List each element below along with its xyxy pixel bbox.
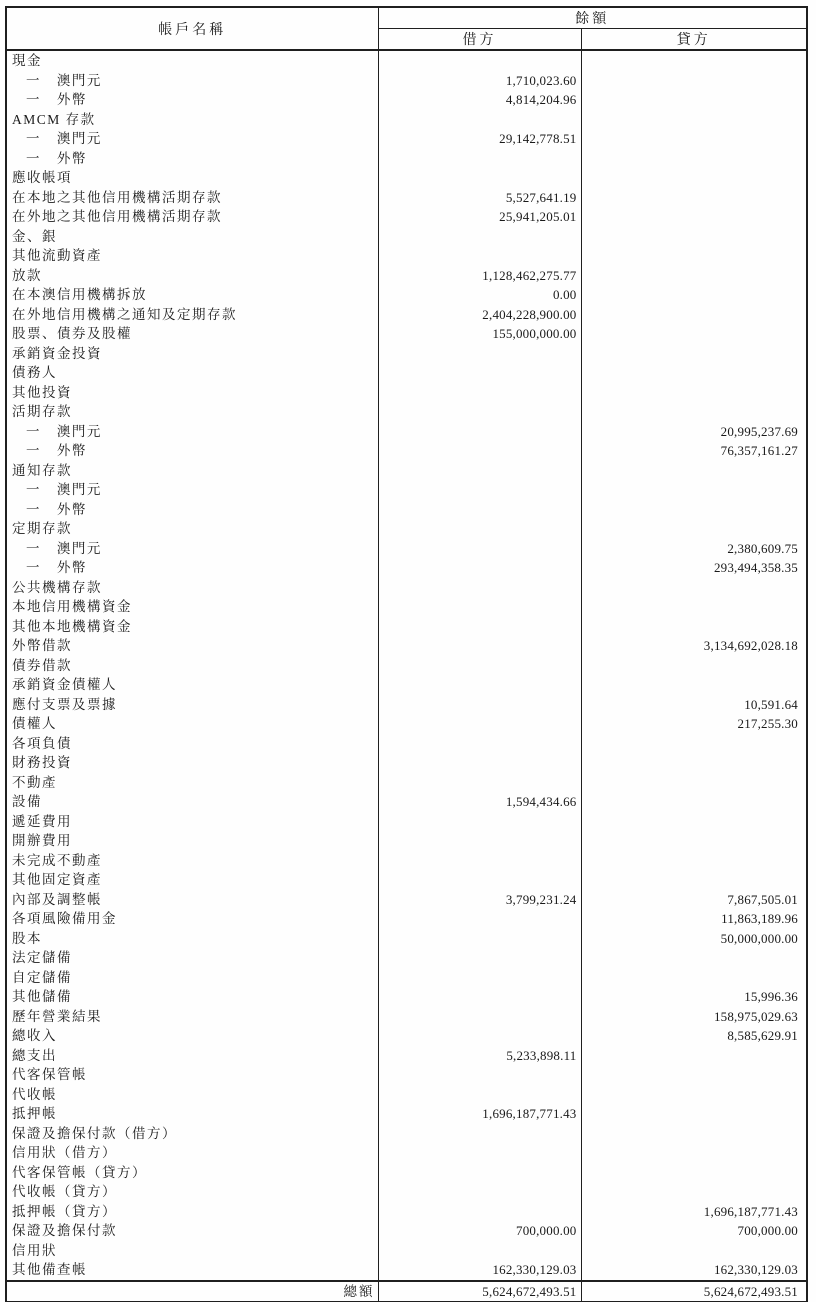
account-name-cell: 總收入: [12, 1028, 57, 1043]
credit-amount-cell: [581, 344, 807, 364]
credit-amount-cell: 700,000.00: [737, 1223, 798, 1238]
account-name-cell: 代客保管帳（貸方）: [12, 1164, 147, 1180]
table-row: [6, 324, 807, 344]
credit-amount-cell: [581, 597, 807, 617]
table-row: [6, 675, 807, 695]
credit-amount-cell: [581, 1241, 807, 1261]
credit-amount-cell: 11,863,189.96: [721, 911, 798, 926]
debit-amount-cell: [378, 1202, 581, 1222]
debit-amount-cell: [378, 422, 581, 442]
account-name-cell: 債權人: [12, 716, 57, 731]
total-debit-amount: 5,624,672,493.51: [378, 1281, 581, 1302]
debit-amount-cell: [378, 149, 581, 169]
table-row: [6, 870, 807, 890]
account-name-cell: 現金: [12, 53, 42, 68]
table-row: [6, 422, 807, 442]
debit-amount-cell: [378, 227, 581, 247]
debit-amount-cell: [378, 1124, 581, 1144]
table-row: [6, 1202, 807, 1222]
column-header-account-name: 帳戶名稱: [6, 7, 378, 50]
table-row: [6, 714, 807, 734]
account-name-cell: 各項負債: [12, 735, 72, 751]
debit-amount-cell: [378, 714, 581, 734]
table-row: [6, 1163, 807, 1183]
account-name-cell: 信用狀（借方）: [12, 1145, 117, 1160]
debit-amount-cell: [378, 500, 581, 520]
debit-amount-cell: [378, 1007, 581, 1027]
credit-amount-cell: [581, 675, 807, 695]
account-name-cell: 一 澳門元: [26, 540, 102, 556]
credit-amount-cell: [581, 1143, 807, 1163]
debit-amount-cell: [378, 831, 581, 851]
debit-amount-cell: [378, 383, 581, 403]
table-header: [6, 7, 807, 50]
table-row: [6, 909, 807, 929]
account-name-cell: 代客保管帳: [12, 1067, 87, 1082]
debit-amount-cell: [378, 987, 581, 1007]
table-row: [6, 227, 807, 247]
table-row: [6, 50, 807, 71]
debit-amount-cell: [378, 461, 581, 481]
credit-amount-cell: 3,134,692,028.18: [703, 638, 798, 653]
credit-amount-cell: [581, 383, 807, 403]
account-name-cell: 承銷資金債權人: [12, 677, 117, 692]
debit-amount-cell: 5,527,641.19: [378, 188, 581, 208]
account-name-cell: 在本澳信用機構拆放: [12, 287, 147, 302]
account-name-cell: 自定儲備: [12, 969, 72, 985]
credit-amount-cell: [581, 812, 807, 832]
credit-amount-cell: 8,585,629.91: [727, 1028, 798, 1043]
table-body: [6, 50, 807, 1281]
account-name-cell: 其他儲備: [12, 989, 72, 1004]
credit-amount-cell: [581, 90, 807, 110]
credit-amount-cell: [581, 71, 807, 91]
table-row: [6, 753, 807, 773]
column-header-debit: 借方: [378, 29, 581, 51]
table-row: [6, 1026, 807, 1046]
account-name-cell: 承銷資金投資: [12, 345, 102, 361]
debit-amount-cell: [378, 870, 581, 890]
credit-amount-cell: [581, 831, 807, 851]
debit-amount-cell: [378, 1026, 581, 1046]
table-row: [6, 1085, 807, 1105]
credit-amount-cell: [581, 870, 807, 890]
credit-amount-cell: 7,867,505.01: [727, 891, 798, 907]
debit-amount-cell: [378, 695, 581, 715]
table-row: [6, 461, 807, 481]
table-row: [6, 792, 807, 812]
account-name-cell: 股票、債券及股權: [12, 326, 132, 341]
credit-amount-cell: [581, 948, 807, 968]
account-name-cell: 活期存款: [12, 404, 72, 419]
account-name-cell: 金、銀: [12, 228, 57, 244]
table-row: [6, 285, 807, 305]
table-row: [6, 71, 807, 91]
debit-amount-cell: [378, 851, 581, 871]
debit-amount-cell: [378, 1065, 581, 1085]
account-name-cell: 通知存款: [12, 462, 72, 478]
table-row: [6, 110, 807, 130]
account-name-cell: 一 外幣: [26, 501, 87, 517]
account-name-cell: 債務人: [12, 365, 57, 380]
table-row: [6, 519, 807, 539]
credit-amount-cell: [581, 1104, 807, 1124]
debit-amount-cell: [378, 948, 581, 968]
table-row: [6, 129, 807, 149]
table-row: [6, 636, 807, 656]
credit-amount-cell: 1,696,187,771.43: [703, 1203, 798, 1219]
account-name-cell: 在外地之其他信用機構活期存款: [12, 209, 222, 224]
credit-amount-cell: [581, 656, 807, 676]
credit-amount-cell: [581, 792, 807, 812]
credit-amount-cell: 76,357,161.27: [720, 443, 798, 458]
debit-amount-cell: [378, 597, 581, 617]
account-name-cell: AMCM 存款: [12, 111, 96, 127]
credit-amount-cell: [581, 1085, 807, 1105]
debit-amount-cell: [378, 344, 581, 364]
debit-amount-cell: [378, 753, 581, 773]
table-row: [6, 1104, 807, 1124]
debit-amount-cell: 162,330,129.03: [378, 1260, 581, 1281]
debit-amount-cell: [378, 1241, 581, 1261]
table-row: [6, 968, 807, 988]
credit-amount-cell: [581, 324, 807, 344]
table-row: [6, 441, 807, 461]
table-row: [6, 207, 807, 227]
account-name-cell: 應收帳項: [12, 170, 72, 185]
debit-amount-cell: 1,710,023.60: [378, 71, 581, 91]
table-row: [6, 812, 807, 832]
debit-amount-cell: 1,594,434.66: [378, 792, 581, 812]
table-row: [6, 1007, 807, 1027]
credit-amount-cell: [581, 480, 807, 500]
credit-amount-cell: [581, 246, 807, 266]
table-row: [6, 831, 807, 851]
debit-amount-cell: 3,799,231.24: [378, 890, 581, 910]
credit-amount-cell: 217,255.30: [737, 716, 798, 731]
credit-amount-cell: 15,996.36: [744, 989, 798, 1004]
credit-amount-cell: [581, 1046, 807, 1066]
account-name-cell: 未完成不動產: [12, 852, 102, 868]
account-name-cell: 一 澳門元: [26, 131, 102, 146]
credit-amount-cell: [581, 753, 807, 773]
account-name-cell: 各項風險備用金: [12, 911, 117, 926]
table-row: [6, 929, 807, 949]
account-name-cell: 代收帳（貸方）: [12, 1184, 117, 1199]
table-row: [6, 168, 807, 188]
debit-amount-cell: 2,404,228,900.00: [378, 305, 581, 325]
credit-amount-cell: [581, 227, 807, 247]
debit-amount-cell: [378, 909, 581, 929]
table-row: [6, 558, 807, 578]
table-footer: [6, 1281, 807, 1302]
account-name-cell: 法定儲備: [12, 950, 72, 965]
debit-amount-cell: 155,000,000.00: [378, 324, 581, 344]
credit-amount-cell: 50,000,000.00: [720, 930, 798, 946]
credit-amount-cell: [581, 1124, 807, 1144]
debit-amount-cell: [378, 1085, 581, 1105]
credit-amount-cell: [581, 1065, 807, 1085]
table-row: [6, 578, 807, 598]
account-name-cell: 遞延費用: [12, 813, 72, 829]
table-row: [6, 402, 807, 422]
credit-amount-cell: [581, 1163, 807, 1183]
account-name-cell: 其他固定資產: [12, 872, 102, 887]
table-row: [6, 1241, 807, 1261]
credit-amount-cell: [581, 149, 807, 169]
account-name-cell: 歷年營業結果: [12, 1008, 102, 1024]
credit-amount-cell: [581, 519, 807, 539]
debit-amount-cell: [378, 1182, 581, 1202]
total-credit-amount: 5,624,672,493.51: [581, 1281, 807, 1302]
account-name-cell: 設備: [12, 794, 42, 809]
debit-amount-cell: [378, 441, 581, 461]
debit-amount-cell: [378, 675, 581, 695]
debit-amount-cell: [378, 558, 581, 578]
debit-amount-cell: 4,814,204.96: [378, 90, 581, 110]
credit-amount-cell: [581, 968, 807, 988]
credit-amount-cell: [581, 188, 807, 208]
debit-amount-cell: [378, 539, 581, 559]
account-name-cell: 股本: [12, 930, 42, 946]
account-name-cell: 抵押帳（貸方）: [12, 1203, 117, 1219]
credit-amount-cell: 293,494,358.35: [713, 560, 798, 575]
table-row: [6, 1260, 807, 1281]
account-name-cell: 保證及擔保付款（借方）: [12, 1125, 177, 1141]
debit-amount-cell: 29,142,778.51: [378, 129, 581, 149]
account-name-cell: 一 外幣: [26, 92, 87, 107]
credit-amount-cell: [581, 578, 807, 598]
account-name-cell: 其他本地機構資金: [12, 618, 132, 634]
credit-amount-cell: [581, 266, 807, 286]
table-row: [6, 383, 807, 403]
table-row: [6, 480, 807, 500]
credit-amount-cell: 158,975,029.63: [713, 1008, 798, 1024]
table-row: [6, 1182, 807, 1202]
table-row: [6, 987, 807, 1007]
debit-amount-cell: [378, 363, 581, 383]
credit-amount-cell: 10,591.64: [744, 696, 798, 712]
account-name-cell: 其他備查帳: [12, 1262, 87, 1277]
debit-amount-cell: [378, 110, 581, 130]
table-row: [6, 851, 807, 871]
debit-amount-cell: 700,000.00: [378, 1221, 581, 1241]
debit-amount-cell: [378, 734, 581, 754]
account-name-cell: 本地信用機構資金: [12, 599, 132, 614]
credit-amount-cell: [581, 617, 807, 637]
table-row: [6, 1065, 807, 1085]
credit-amount-cell: [581, 110, 807, 130]
account-name-cell: 一 外幣: [26, 560, 87, 575]
account-name-cell: 代收帳: [12, 1086, 57, 1102]
account-name-cell: 公共機構存款: [12, 579, 102, 595]
account-name-cell: 定期存款: [12, 521, 72, 536]
account-name-cell: 放款: [12, 267, 42, 283]
table-row: [6, 149, 807, 169]
account-name-cell: 一 外幣: [26, 150, 87, 166]
table-row: [6, 344, 807, 364]
debit-amount-cell: [378, 656, 581, 676]
table-row: [6, 773, 807, 793]
debit-amount-cell: 0.00: [378, 285, 581, 305]
table-row: [6, 695, 807, 715]
debit-amount-cell: [378, 773, 581, 793]
table-row: [6, 539, 807, 559]
column-header-credit: 貸方: [581, 29, 807, 51]
debit-amount-cell: [378, 636, 581, 656]
credit-amount-cell: [581, 50, 807, 71]
debit-amount-cell: [378, 246, 581, 266]
debit-amount-cell: [378, 578, 581, 598]
total-label: 總額: [6, 1281, 378, 1302]
account-name-cell: 開辦費用: [12, 833, 72, 848]
account-name-cell: 抵押帳: [12, 1106, 57, 1121]
credit-amount-cell: 20,995,237.69: [720, 423, 798, 439]
debit-amount-cell: [378, 519, 581, 539]
debit-amount-cell: [378, 929, 581, 949]
credit-amount-cell: [581, 285, 807, 305]
table-row: [6, 246, 807, 266]
table-row: [6, 597, 807, 617]
credit-amount-cell: [581, 207, 807, 227]
credit-amount-cell: [581, 363, 807, 383]
account-name-cell: 一 澳門元: [26, 482, 102, 497]
table-row: [6, 734, 807, 754]
account-name-cell: 保證及擔保付款: [12, 1223, 117, 1238]
table-row: [6, 1221, 807, 1241]
table-row: [6, 500, 807, 520]
table-row: [6, 890, 807, 910]
debit-amount-cell: [378, 480, 581, 500]
table-row: [6, 363, 807, 383]
account-name-cell: 一 外幣: [26, 443, 87, 458]
credit-amount-cell: [581, 129, 807, 149]
debit-amount-cell: [378, 968, 581, 988]
credit-amount-cell: [581, 461, 807, 481]
credit-amount-cell: [581, 168, 807, 188]
credit-amount-cell: [581, 773, 807, 793]
account-name-cell: 在外地信用機構之通知及定期存款: [12, 306, 237, 322]
credit-amount-cell: [581, 1182, 807, 1202]
credit-amount-cell: 162,330,129.03: [713, 1262, 798, 1277]
table-row: [6, 1124, 807, 1144]
account-name-cell: 不動產: [12, 774, 57, 790]
table-row: [6, 1046, 807, 1066]
table-row: [6, 188, 807, 208]
account-name-cell: 財務投資: [12, 755, 72, 770]
credit-amount-cell: [581, 500, 807, 520]
debit-amount-cell: [378, 1163, 581, 1183]
debit-amount-cell: [378, 50, 581, 71]
table-row: [6, 948, 807, 968]
debit-amount-cell: 1,128,462,275.77: [378, 266, 581, 286]
account-name-cell: 內部及調整帳: [12, 891, 102, 907]
debit-amount-cell: [378, 402, 581, 422]
account-name-cell: 其他流動資產: [12, 248, 102, 263]
debit-amount-cell: [378, 812, 581, 832]
account-name-cell: 一 澳門元: [26, 423, 102, 439]
table-row: [6, 305, 807, 325]
debit-amount-cell: [378, 1143, 581, 1163]
account-name-cell: 外幣借款: [12, 638, 72, 653]
credit-amount-cell: [581, 402, 807, 422]
debit-amount-cell: [378, 168, 581, 188]
account-name-cell: 一 澳門元: [26, 72, 102, 88]
account-name-cell: 債券借款: [12, 657, 72, 673]
table-row: [6, 1143, 807, 1163]
account-name-cell: 總支出: [12, 1047, 57, 1063]
debit-amount-cell: 5,233,898.11: [378, 1046, 581, 1066]
account-name-cell: 在本地之其他信用機構活期存款: [12, 189, 222, 205]
table-row: [6, 617, 807, 637]
column-header-balance: 餘額: [378, 7, 807, 29]
debit-amount-cell: 25,941,205.01: [378, 207, 581, 227]
debit-amount-cell: [378, 617, 581, 637]
table-row: [6, 90, 807, 110]
table-row: [6, 266, 807, 286]
account-name-cell: 其他投資: [12, 384, 72, 400]
account-name-cell: 信用狀: [12, 1242, 57, 1258]
total-row: [6, 1281, 807, 1302]
credit-amount-cell: [581, 305, 807, 325]
credit-amount-cell: 2,380,609.75: [727, 540, 798, 556]
credit-amount-cell: [581, 734, 807, 754]
debit-amount-cell: 1,696,187,771.43: [378, 1104, 581, 1124]
credit-amount-cell: [581, 851, 807, 871]
trial-balance-table: [5, 6, 808, 1302]
account-name-cell: 應付支票及票據: [12, 696, 117, 712]
table-row: [6, 656, 807, 676]
